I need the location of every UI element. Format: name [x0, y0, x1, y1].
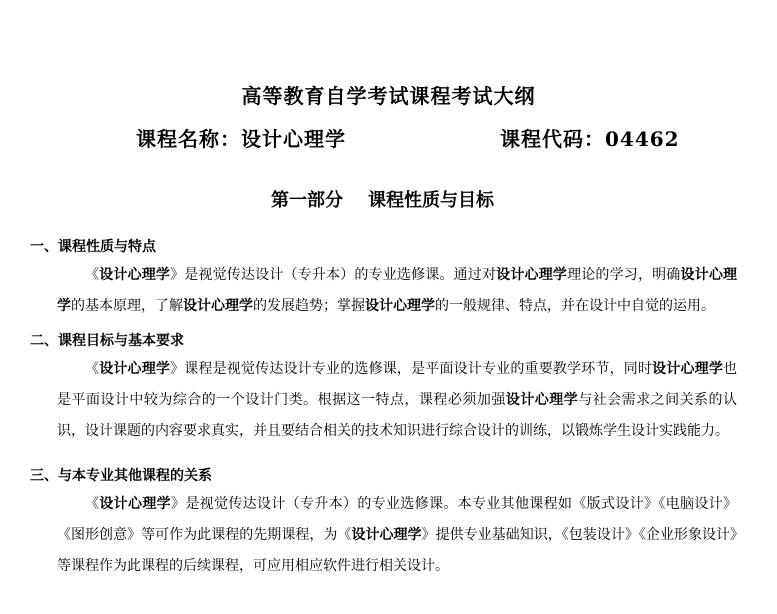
bold-term: 设计心理学: [99, 361, 171, 377]
course-code: 课程代码：04462: [500, 127, 680, 151]
part-title: 第一部分 课程性质与目标: [270, 190, 495, 211]
text-run: 的一般规律、特点，并在设计中自觉的运用。: [435, 298, 715, 314]
bold-term: 设计心理学: [365, 298, 435, 314]
section-paragraph: [57, 354, 737, 447]
text-run: 与社会需求之间关系的认识，设计课题的内容要求真实，并且要结合相关的技术知识进行综合设计的训练，以锻炼学生设计实践能力。: [57, 392, 738, 439]
section-heading: 二、课程目标与基本要求: [30, 333, 184, 349]
course-name: 课程名称：设计心理学: [136, 127, 346, 151]
bold-term: 设计心理学: [652, 361, 724, 377]
bold-term: 设计心理学: [351, 527, 422, 543]
bold-term: 设计心理学: [505, 392, 579, 408]
bold-term: 设计心理学: [183, 298, 253, 314]
bold-term: 设计心理学: [99, 496, 172, 512]
text-run: 》是视觉传达设计（专升本）的专业选修课。通过对: [170, 267, 497, 283]
document-title: 高等教育自学考试课程考试大纲: [241, 84, 536, 108]
text-run: 的基本原理，了解: [71, 298, 183, 314]
text-run: 的发展趋势；掌握: [253, 298, 365, 314]
section-paragraph: [57, 260, 737, 322]
text-run: 《: [85, 267, 100, 283]
section-heading: 三、与本专业其他课程的关系: [30, 468, 212, 484]
text-run: 》提供专业基础知识，《包装设计》《企业形象设计》等课程作为此课程的后续课程，可应用相应软件进行相关设计。: [57, 527, 738, 574]
text-run: 》课程是视觉传达设计专业的选修课，是平面设计专业的重要教学环节，同时: [170, 361, 653, 377]
section-paragraph: [57, 489, 737, 582]
text-run: 《: [85, 496, 100, 512]
text-run: 《: [85, 361, 100, 377]
text-run: 理论的学习，明确: [567, 267, 681, 283]
text-run: 也是平面设计中较为综合的一个设计门类。根据这一特点，课程必须加强: [57, 361, 738, 408]
bold-term: 设计心理学: [496, 267, 568, 283]
bold-term: 设计心理学: [99, 267, 171, 283]
bold-term: 设计心理学: [57, 267, 738, 314]
text-run: 》是视觉传达设计（专升本）的专业选修课。本专业其他课程如《版式设计》《电脑设计》《图形创意》等可作为此课程的先期课程，为《: [57, 496, 738, 543]
section-heading: 一、课程性质与特点: [30, 239, 156, 255]
